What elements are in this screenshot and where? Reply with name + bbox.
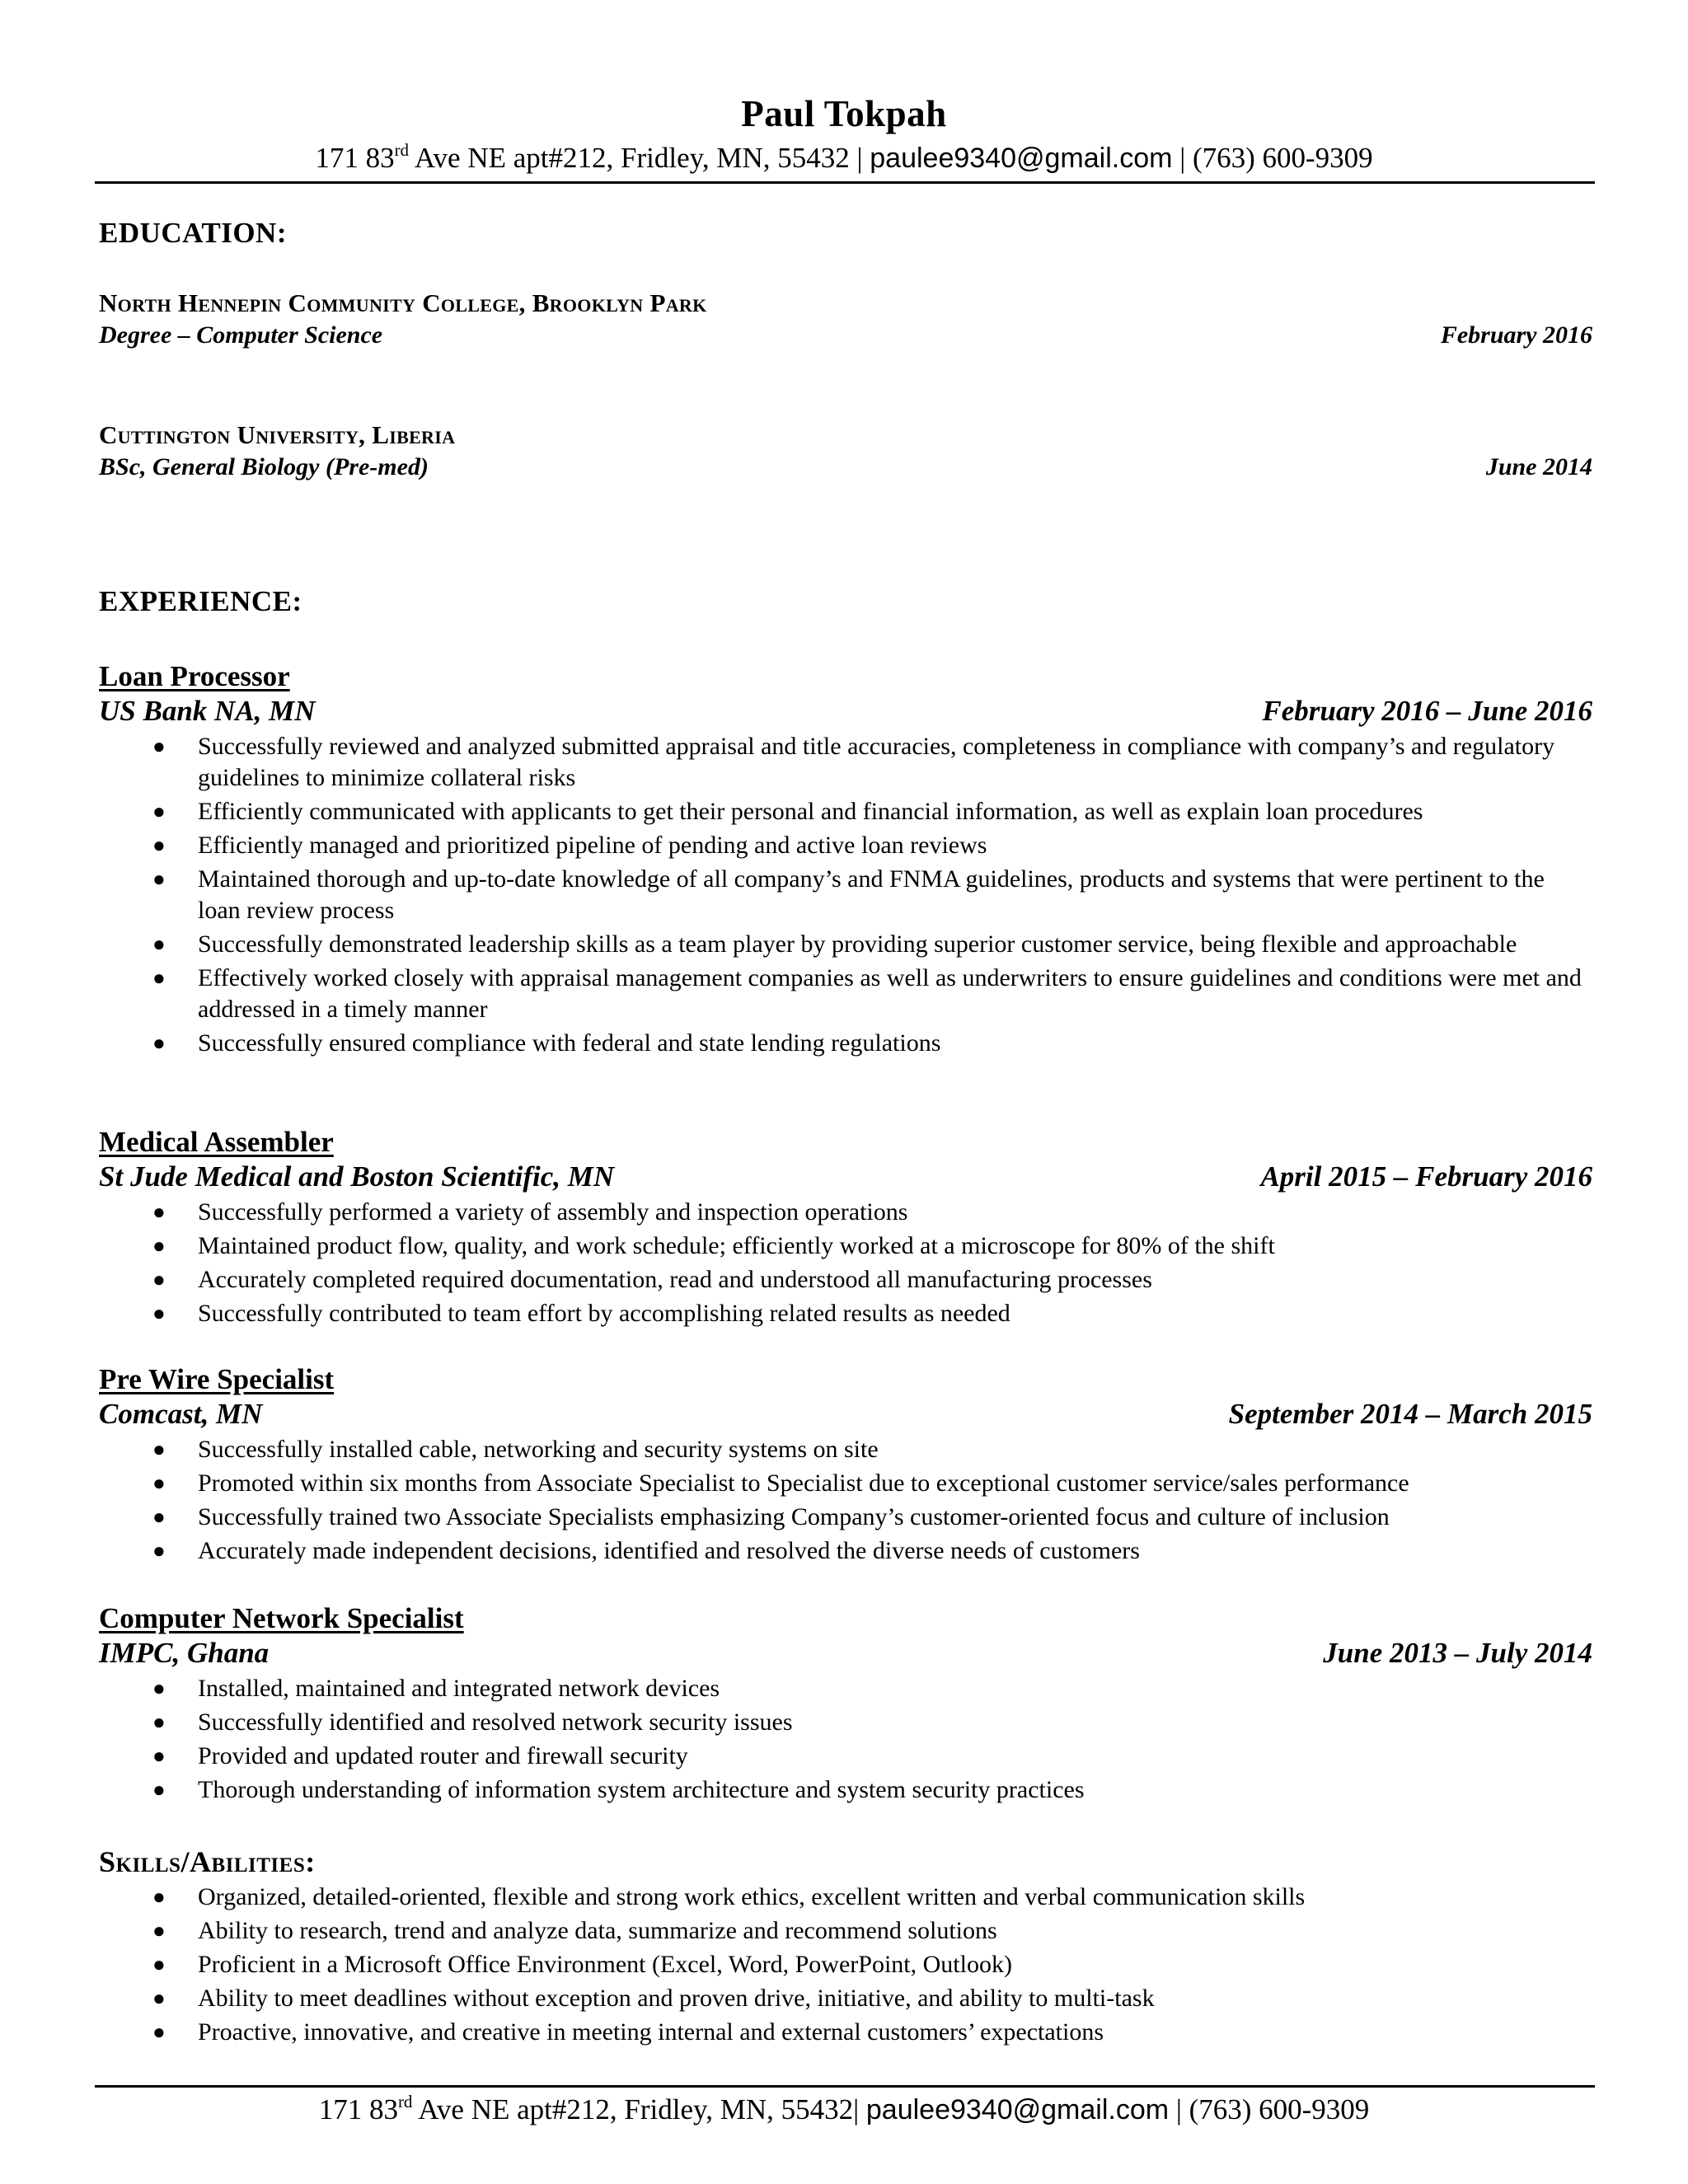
bullet-icon: ● <box>152 1437 166 1461</box>
bullet-icon: ● <box>152 1031 166 1055</box>
degree: BSc, General Biology (Pre-med) <box>99 453 429 480</box>
job-bullets <box>152 1434 1587 1569</box>
list-item: ● Thorough understanding of information system architecture and system security practices <box>152 1774 1587 1806</box>
bullet-icon: ● <box>152 1885 166 1909</box>
job-company: St Jude Medical and Boston Scientific, MN <box>99 1160 615 1193</box>
bullet-icon: ● <box>152 1744 166 1768</box>
address-number: 171 83 <box>315 142 395 174</box>
job-bullets <box>152 1673 1587 1808</box>
list-item: ● Successfully demonstrated leadership skills as a team player by providing superior customer service, being flexible and approachable <box>152 929 1587 960</box>
phone-text: | (763) 600-9309 <box>1169 2093 1370 2125</box>
list-item: ● Effectively worked closely with appraisal management companies as well as underwriters to ensure guidelines and conditions were met and addressed in a timely manner <box>152 964 1582 1023</box>
list-item: ● Promoted within six months from Associate Specialist to Specialist due to exceptional customer service/sales performance <box>152 1468 1587 1499</box>
bullet-icon: ● <box>152 966 166 990</box>
job-bullets <box>152 731 1587 1062</box>
job-row <box>99 1637 1592 1670</box>
bullet-icon: ● <box>152 1710 166 1734</box>
bullet-icon: ● <box>152 1234 166 1258</box>
bullet-icon: ● <box>152 1778 166 1802</box>
bullet-icon: ● <box>152 932 166 956</box>
bullet-icon: ● <box>152 1919 166 1943</box>
school-name: Cuttington University, Liberia <box>99 420 456 449</box>
address-text: Ave NE apt#212, Fridley, MN, 55432 | <box>409 142 870 174</box>
phone-text: | (763) 600-9309 <box>1172 142 1373 174</box>
list-item: ● Successfully identified and resolved network security issues <box>152 1707 1587 1738</box>
education-row <box>99 321 1592 349</box>
address-text: Ave NE apt#212, Fridley, MN, 55432| <box>412 2093 866 2125</box>
footer-divider <box>95 2085 1595 2088</box>
job-bullets <box>152 1197 1587 1332</box>
bullet-icon: ● <box>152 1539 166 1563</box>
footer-contact-line <box>0 2092 1688 2126</box>
bullet-icon: ● <box>152 1200 166 1224</box>
list-item: ● Successfully reviewed and analyzed submitted appraisal and title accuracies, completeness in compliance with company’s and regulatory guidelines to minimize collateral risks <box>152 733 1555 791</box>
bullet-icon: ● <box>152 833 166 857</box>
list-item: ● Successfully contributed to team effort by accomplishing related results as needed <box>152 1298 1587 1329</box>
job-company: US Bank NA, MN <box>99 695 316 727</box>
bullet-icon: ● <box>152 799 166 823</box>
list-item: ● Accurately made independent decisions, identified and resolved the diverse needs of customers <box>152 1535 1587 1567</box>
list-item: ● Organized, detailed-oriented, flexible and strong work ethics, excellent written and verbal communication skills <box>152 1882 1587 1913</box>
bullet-icon: ● <box>152 734 166 758</box>
job-row <box>99 695 1592 728</box>
job-title: Loan Processor <box>99 660 290 692</box>
list-item: ● Ability to research, trend and analyze data, summarize and recommend solutions <box>152 1915 1587 1947</box>
bullet-icon: ● <box>152 2020 166 2044</box>
bullet-icon: ● <box>152 1676 166 1700</box>
list-item: ● Successfully installed cable, networking and security systems on site <box>152 1434 1587 1465</box>
list-item: ● Successfully trained two Associate Specialists emphasizing Company’s customer-oriented focus and culture of inclusion <box>152 1502 1587 1533</box>
bullet-icon: ● <box>152 1952 166 1976</box>
skills-heading: Skills/Abilities: <box>99 1845 316 1878</box>
list-item: ● Successfully performed a variety of assembly and inspection operations <box>152 1197 1587 1228</box>
bullet-icon: ● <box>152 1301 166 1325</box>
job-row <box>99 1160 1592 1193</box>
skills-bullets <box>152 1882 1587 2050</box>
address-number: 171 83 <box>318 2093 398 2125</box>
list-item: ● Successfully ensured compliance with federal and state lending regulations <box>152 1028 1587 1059</box>
job-title: Medical Assembler <box>99 1126 334 1158</box>
education-heading: EDUCATION: <box>99 217 287 249</box>
address-superscript: rd <box>394 140 410 160</box>
experience-heading: EXPERIENCE: <box>99 585 302 617</box>
job-title: Pre Wire Specialist <box>99 1363 335 1395</box>
school-name: North Hennepin Community College, Brooklyn Park <box>99 288 707 317</box>
job-dates: June 2013 – July 2014 <box>1323 1637 1592 1669</box>
job-row <box>99 1398 1592 1431</box>
job-title: Computer Network Specialist <box>99 1602 464 1634</box>
contact-line <box>0 140 1688 175</box>
bullet-icon: ● <box>152 1471 166 1495</box>
header-divider <box>95 181 1595 184</box>
list-item: ● Accurately completed required documentation, read and understood all manufacturing processes <box>152 1264 1587 1296</box>
list-item: ● Maintained thorough and up-to-date knowledge of all company’s and FNMA guidelines, products and systems that were pertinent to the loan review process <box>152 865 1545 924</box>
job-company: Comcast, MN <box>99 1398 263 1430</box>
degree-date: June 2014 <box>1485 453 1592 480</box>
list-item: ● Provided and updated router and firewall security <box>152 1741 1587 1772</box>
bullet-icon: ● <box>152 1505 166 1529</box>
bullet-icon: ● <box>152 867 166 891</box>
list-item: ● Ability to meet deadlines without exception and proven drive, initiative, and ability to multi-task <box>152 1983 1587 2014</box>
job-dates: February 2016 – June 2016 <box>1262 695 1592 727</box>
education-row <box>99 453 1592 481</box>
list-item: ● Installed, maintained and integrated network devices <box>152 1673 1587 1704</box>
list-item: ● Efficiently managed and prioritized pipeline of pending and active loan reviews <box>152 830 1587 861</box>
email-link[interactable]: paulee9340@gmail.com <box>865 2094 1170 2125</box>
resume-name: Paul Tokpah <box>741 93 947 134</box>
job-dates: September 2014 – March 2015 <box>1228 1398 1592 1430</box>
bullet-icon: ● <box>152 1986 166 2010</box>
list-item: ● Proactive, innovative, and creative in meeting internal and external customers’ expectations <box>152 2017 1587 2048</box>
job-dates: April 2015 – February 2016 <box>1260 1160 1592 1193</box>
job-company: IMPC, Ghana <box>99 1637 270 1669</box>
degree-date: February 2016 <box>1440 321 1592 349</box>
address-superscript: rd <box>397 2092 413 2111</box>
list-item: ● Proficient in a Microsoft Office Environment (Excel, Word, PowerPoint, Outlook) <box>152 1949 1587 1980</box>
list-item: ● Maintained product flow, quality, and work schedule; efficiently worked at a microscope for 80% of the shift <box>152 1230 1587 1262</box>
list-item: ● Efficiently communicated with applicants to get their personal and financial information, as well as explain loan procedures <box>152 796 1587 827</box>
bullet-icon: ● <box>152 1268 166 1291</box>
degree: Degree – Computer Science <box>99 321 383 349</box>
email-link[interactable]: paulee9340@gmail.com <box>870 143 1173 174</box>
